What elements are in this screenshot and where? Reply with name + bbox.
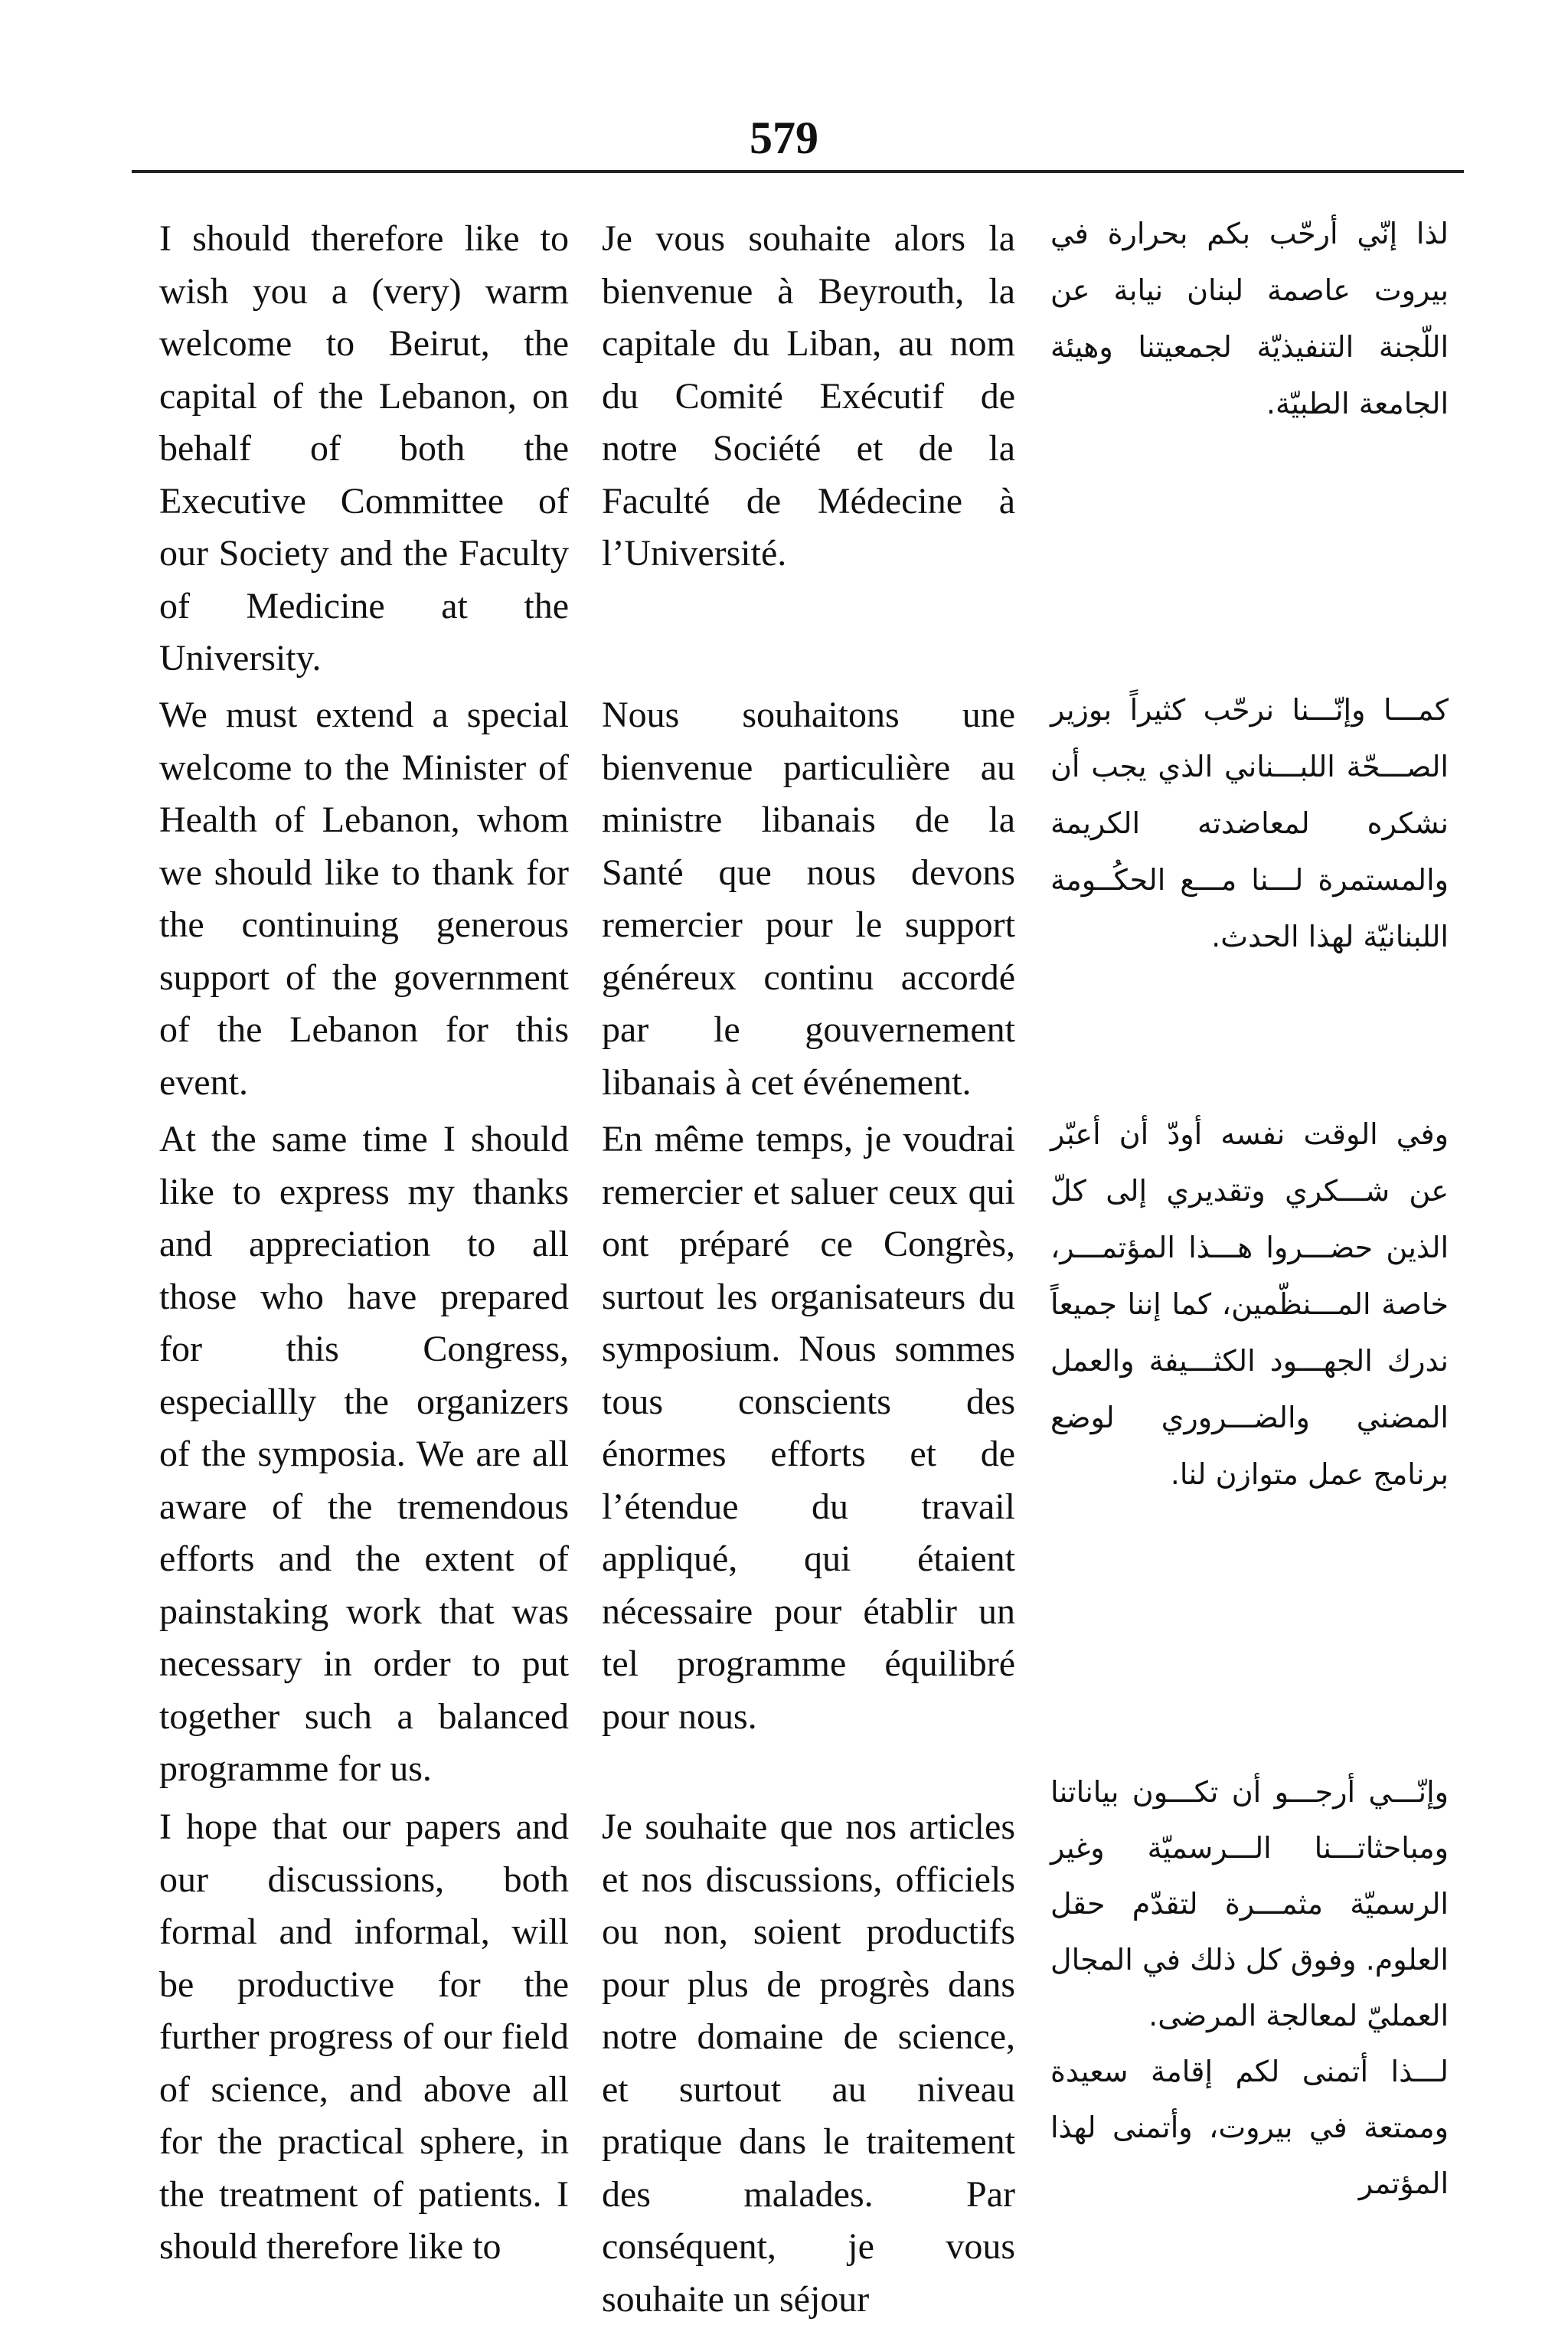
english-paragraph: I hope that our papers and our discussions, both formal and informal, will be productive for the further progress of our field of science, and above all for the practical sphere, in the treatment of patients. I should therefore like to xyxy=(159,1807,569,2267)
french-paragraph: Nous souhaitons une bienvenue particulière au ministre libanais de la Santé que nous devons remercier pour le support généreux continu accordé par le gouvernement libanais à cet événement. xyxy=(602,695,1015,1103)
arabic-paragraph: وإنّـــي أرجـــو أن تكـــون بياناتنا ومباحثاتـــنا الـــرسميّة وغير الرسميّة مثمـــرة لتقدّم حقل العلوم. وفوق كل ذلك في المجال العمليّ لمعالجة المرضى. xyxy=(1050,1775,1449,2032)
english-paragraph: I should therefore like to wish you a (very) warm welcome to Beirut, the capital of the Lebanon, on behalf of both the Executive Committee of our Society and the Faculty of Medicine at the University. xyxy=(159,218,569,679)
arabic-paragraph: لذا إنّي أرحّب بكم بحرارة في بيروت عاصمة لبنان نيابة عن اللّجنة التنفيذيّة لجمعيتنا وهيئة الجامعة الطبيّة. xyxy=(1050,217,1449,420)
english-paragraph: At the same time I should like to express my thanks and appreciation to all those who have prepared for this Congress, especiallly the organizers of the symposia. We are all aware of the tremendous efforts and the extent of painstaking work that was necessary in order to put together such a balanced programme for us. xyxy=(159,1119,569,1789)
french-paragraph: En même temps, je voudrai remercier et saluer ceux qui ont préparé ce Congrès, surtout les organisateurs du symposium. Nous sommes tous conscients des énormes efforts et de l’étendue du travail appliqué, qui étaient nécessaire pour établir un tel programme équilibré pour nous. xyxy=(602,1119,1015,1737)
header-rule xyxy=(132,170,1464,173)
arabic-paragraph: كمـــا وإنّـــنا نرحّب كثيراً بوزير الصـــحّة اللبـــناني الذي يجب أن نشكره لمعاضدته الكريمة والمستمرة لـــنا مـــع الحكُــومة اللبنانيّة لهذا الحدث. xyxy=(1050,693,1449,953)
french-paragraph: Je souhaite que nos articles et nos discussions, officiels ou non, soient productifs pour plus de progrès dans notre domaine de science, et surtout au niveau pratique dans le traitement des malades. Par conséquent, je vous souhaite un séjour xyxy=(602,1807,1015,2320)
arabic-column xyxy=(1050,1764,1449,2212)
arabic-paragraph: وفي الوقت نفسه أودّ أن أعبّر عن شـــكري وتقديري إلى كلّ الذين حضـــروا هـــذا المؤتمـــر، خاصة المـــنظّمين، كما إننا جميعاً ندرك الجهـــود الكثـــيفة والعمل المضني والضـــروري لوضع برنامج عمل متوازن لنا. xyxy=(1050,1117,1449,1491)
arabic-paragraph-continued: لـــذا أتمنى لكم إقامة سعيدة وممتعة في بيروت، وأتمنى لهذا المؤتمر xyxy=(1050,2055,1449,2200)
english-paragraph: We must extend a special welcome to the Minister of Health of Lebanon, whom we should like to thank for the continuing generous support of the government of the Lebanon for this event. xyxy=(159,695,569,1103)
page-number: 579 xyxy=(750,113,818,163)
french-paragraph: Je vous souhaite alors la bienvenue à Beyrouth, la capitale du Liban, au nom du Comité Exécutif de notre Société et de la Faculté de Médecine à l’Université. xyxy=(602,218,1015,574)
